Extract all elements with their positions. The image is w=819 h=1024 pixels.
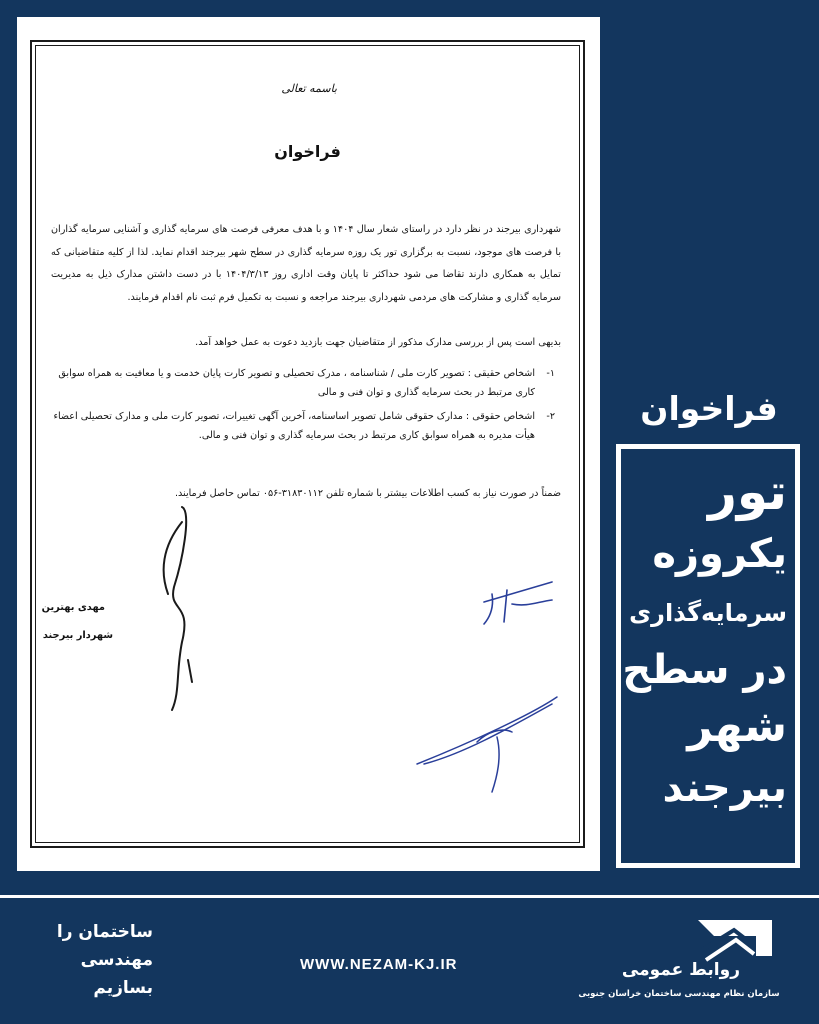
mayor-signature (164, 507, 192, 710)
document-paper (17, 17, 600, 871)
paragraph-contact: ضمناً در صورت نیاز به کسب اطلاعات بیشتر با شماره تلفن ۳۱۸۳۰۱۱۲-۰۵۶ تماس حاصل فرمایند. (174, 488, 561, 499)
list-item-number: ۲- (546, 411, 555, 422)
side-line-city: شهر (687, 701, 787, 752)
slogan-line: ساختمان را (56, 922, 153, 942)
website-link[interactable]: WWW.NEZAM-KJ.IR (300, 956, 458, 973)
side-line-level: در سطح (622, 647, 787, 693)
document-title: فراخوان (274, 142, 341, 161)
footer-slogan (18, 918, 153, 1002)
org-name: روابط عمومی (621, 960, 740, 980)
paragraph-intro: شهرداری بیرجند در نظر دارد در راستای شعار سال ۱۴۰۴ و با هدف معرفی فرصت های سرمایه گذاری و آشنایی سرمایه گذاران با فرصت های موجود، نسبت به برگزاری تور یک روزه سرمایه گذاری در سطح شهر بیرجند اقدام نماید. لذا از کلیه متقاضیانی که تمایل به همکاری دارند تقاضا می شود حداکثر تا پایان وقت اداری روز ۱۴۰۴/۳/۱۳ با در دست داشتن مدارک ذیل به مدیریت سرمایه گذاری و مشارکت های مردمی شهرداری بیرجند مراجعه و نسبت به تکمیل فرم ثبت نام اقدام فرمایند. (51, 224, 561, 303)
signatory-title: شهردار بیرجند (42, 630, 113, 641)
side-line-birjand: بیرجند (662, 765, 787, 811)
slogan-line: مهندسی (80, 950, 153, 970)
document-frame (30, 40, 585, 848)
list-item-number: ۱- (546, 368, 555, 379)
paragraph-review: بدیهی است پس از بررسی مدارک مذکور از متقاضیان جهت بازدید دعوت به عمل خواهد آمد. (195, 337, 561, 348)
footer-divider (0, 895, 819, 898)
list-item-text: اشخاص حقوقی : مدارک حقوقی شامل تصویر اساسنامه، آخرین آگهی تغییرات، تصویر کارت ملی و مدارک تحصیلی اعضاء هیأت مدیره به همراه سوابق کاری مرتبط در بحث سرمایه گذاری و توان فنی و مالی. (53, 411, 535, 441)
signatures (32, 42, 587, 850)
secondary-signature (417, 697, 557, 792)
side-box (616, 444, 800, 868)
side-line-investment: سرمایه‌گذاری (629, 599, 787, 627)
slogan-line: بسازیم (93, 978, 153, 998)
signatory-name: مهدی بهترین (41, 602, 105, 613)
side-line-oneday: یکروزه (652, 531, 787, 577)
side-line-tour: تور (708, 463, 787, 521)
organization-logo-icon (694, 910, 786, 966)
list-item-text: اشخاص حقیقی : تصویر کارت ملی / شناسنامه ، مدرک تحصیلی و تصویر کارت پایان خدمت و یا معافیت به همراه سوابق کاری مرتبط در بحث سرمایه گذاری و توان فنی و مالی (58, 368, 535, 398)
side-title: فراخوان (640, 389, 778, 428)
initials-signature (484, 582, 552, 624)
org-subtitle: سازمان نظام مهندسی ساختمان خراسان جنوبی (578, 989, 780, 999)
bismillah-header: باسمه تعالی (281, 82, 337, 95)
